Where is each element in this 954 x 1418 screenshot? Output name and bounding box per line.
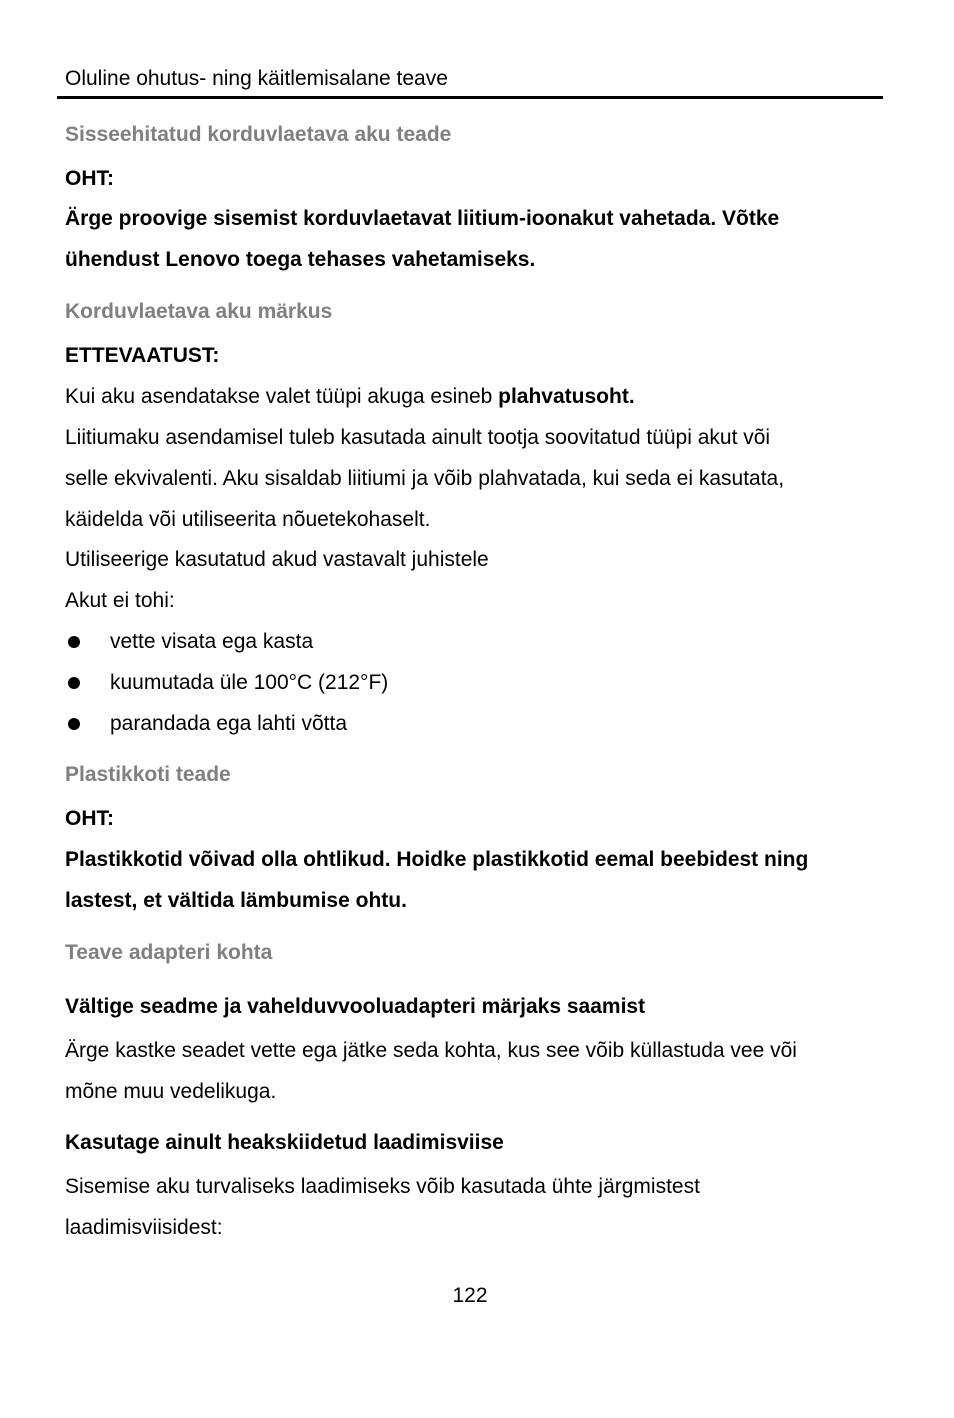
page-header-title: Oluline ohutus- ning käitlemisalane teave: [65, 67, 448, 90]
body-text-line: Liitiumaku asendamisel tuleb kasutada ainult tootja soovitatud tüüpi akut või: [65, 426, 771, 449]
subheading-approved-charging: Kasutage ainult heakskiidetud laadimisviise: [65, 1131, 504, 1154]
caution-warning-line: [65, 384, 635, 410]
body-text-line: Akut ei tohi:: [65, 589, 175, 612]
bullet-icon: [68, 677, 80, 689]
section-title-plastic-bag: Plastikkoti teade: [65, 763, 231, 786]
explosion-risk-text: plahvatusoht.: [498, 385, 635, 408]
danger-text-line: Ärge proovige sisemist korduvlaetavat liitium-ioonakut vahetada. Võtke: [65, 207, 780, 230]
list-item: parandada ega lahti võtta: [110, 712, 348, 735]
danger-text-line: ühendust Lenovo toega tehases vahetamiseks.: [65, 248, 536, 271]
list-item: kuumutada üle 100°C (212°F): [110, 671, 389, 694]
list-item: vette visata ega kasta: [110, 630, 314, 653]
body-text-line: mõne muu vedelikuga.: [65, 1080, 277, 1103]
body-text-line: Sisemise aku turvaliseks laadimiseks võib kasutada ühte järgmistest: [65, 1175, 700, 1198]
section-title-rechargeable-battery: Korduvlaetava aku märkus: [65, 300, 333, 323]
section-title-built-in-battery: Sisseehitatud korduvlaetava aku teade: [65, 123, 452, 146]
page-number: 122: [452, 1284, 488, 1307]
body-text-line: selle ekvivalenti. Aku sisaldab liitiumi ja võib plahvatada, kui seda ei kasutata,: [65, 467, 785, 490]
body-text-line: Utiliseerige kasutatud akud vastavalt juhistele: [65, 548, 489, 571]
header-divider: [57, 96, 883, 99]
section-title-adapter: Teave adapteri kohta: [65, 941, 273, 964]
danger-text-line: lastest, et vältida lämbumise ohtu.: [65, 889, 407, 912]
caution-label: ETTEVAATUST:: [65, 344, 220, 367]
bullet-icon: [68, 718, 80, 730]
bullet-icon: [68, 636, 80, 648]
body-text-line: laadimisviisidest:: [65, 1216, 223, 1239]
danger-label: OHT:: [65, 807, 114, 830]
danger-label: OHT:: [65, 167, 114, 190]
subheading-keep-dry: Vältige seadme ja vahelduvvooluadapteri märjaks saamist: [65, 995, 646, 1018]
body-text-line: käidelda või utiliseerita nõuetekohaselt.: [65, 508, 431, 531]
danger-text-line: Plastikkotid võivad olla ohtlikud. Hoidke plastikkotid eemal beebidest ning: [65, 848, 809, 871]
body-text-line: Ärge kastke seadet vette ega jätke seda kohta, kus see võib küllastuda vee või: [65, 1039, 797, 1062]
caution-warning-prefix: Kui aku asendatakse valet tüüpi akuga esineb: [65, 385, 499, 408]
